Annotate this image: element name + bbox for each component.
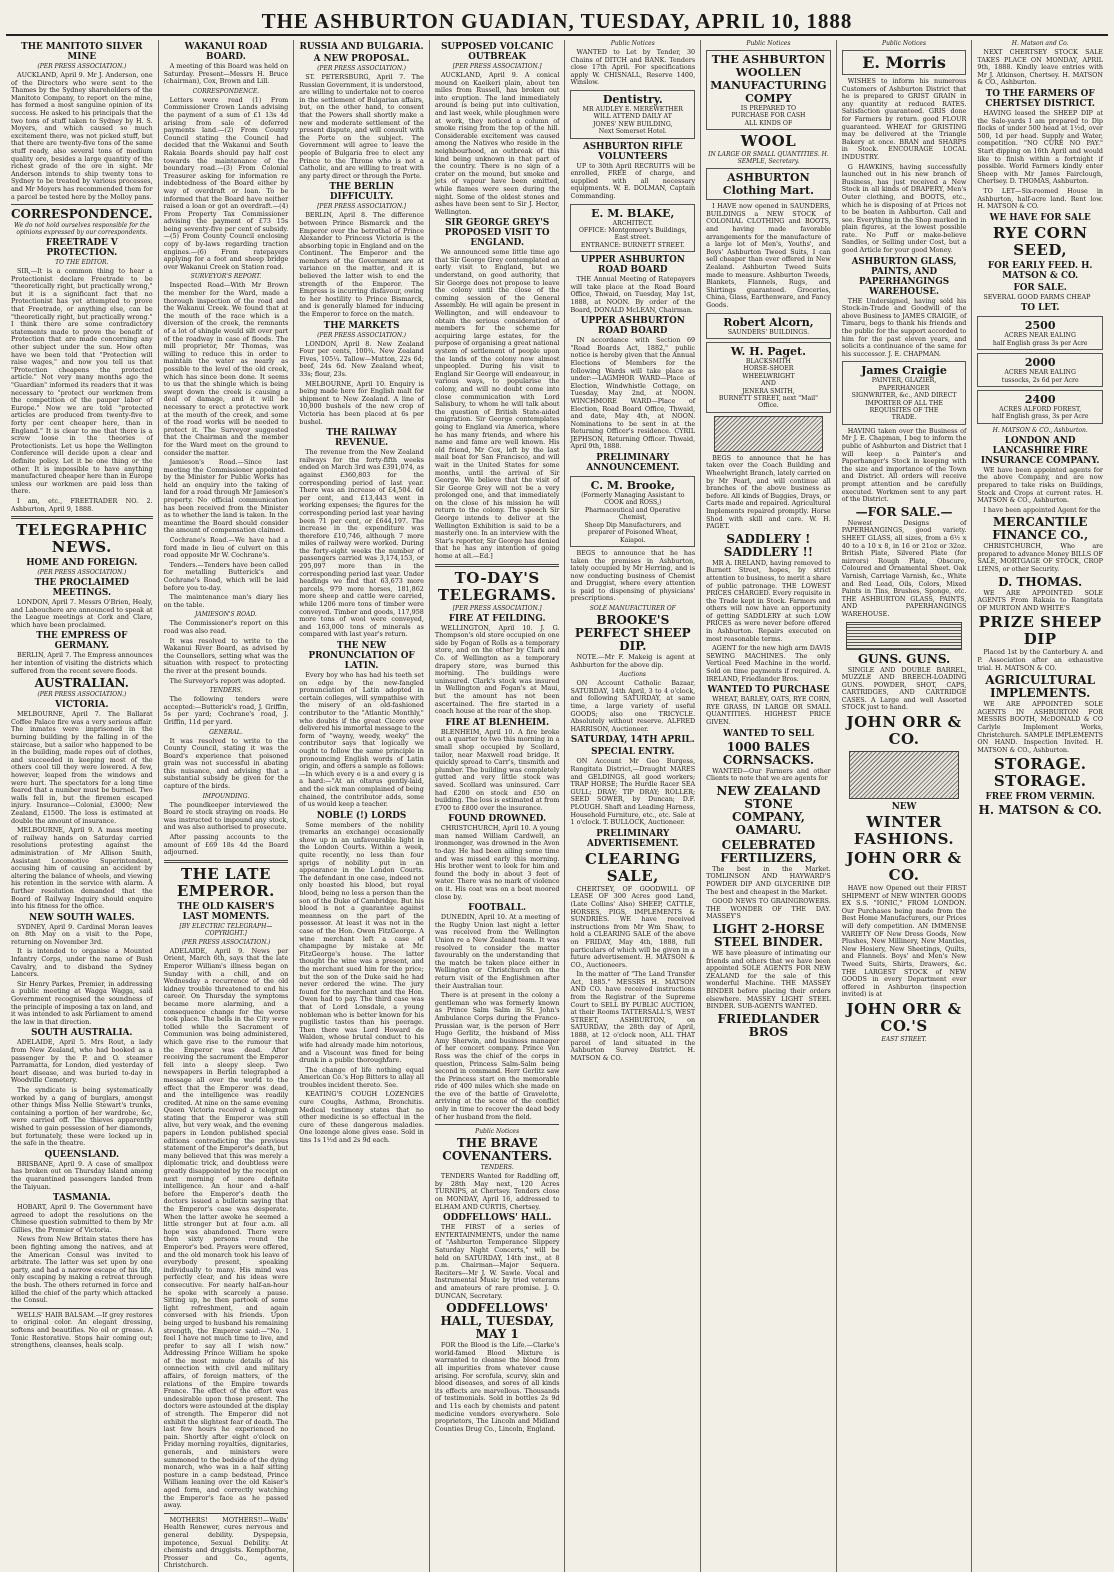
advertiser-name: THE ASHBURTON WOOLLEN MANUFACTURING COMPY <box>710 53 827 105</box>
section-heading: THE PROCLAIMED MEETINGS. <box>34 578 130 599</box>
section-heading: TASMANIA. <box>52 1193 111 1204</box>
subheading: SOLE MANUFACTURER OF <box>589 605 676 613</box>
article-paragraph: We announced some little time ago that Sir George Grey contemplated an early visit to England, but we understand, on good authority, that Sir George does not propose to leave the colony until the close of the coming session of the General Assembly. He will again be present in Wellington, and will endeavour to obtain the serious consideration of members for the scheme for acquiring large estates, for the purpose of organising a great national system of settlement of people upon the lands of the colony now almost unpeopled. During his visit to England Sir George will endeavour, in various ways, to popularise the colony, and will no doubt come into close communication with Lord Salisbury, to whom he will talk about the question of British State-aided emigration. Sir George contemplates going to England via America, where he has many friends, and where his name and fame are well known. His old friend, Mr Cox, left by the last mail boat for San Francisco, and will wait in the United States for some months, until the arrival of Sir George. We believe that the visit of Sir George Grey will not be a very prolonged one, and that immediately on the close of his mission he will return to the colony. The speech Sir George intends to deliver at the Wellington Exhibition is said to be a masterly one. In an interview with the Star's reporter, Sir George has denied that he has any intention of going home at all.—Ed.] <box>434 248 560 561</box>
advertisement-line: PAINTER, GLAZIER, PAPERHANGER <box>871 377 937 392</box>
advertisement-line: ACRES ALFORD FOREST, <box>999 405 1082 413</box>
subheading: JAMIESON'S ROAD. <box>194 611 257 619</box>
section-heading: H. MATSON & CO. <box>978 803 1102 818</box>
advertiser-name: E. M. BLAKE, <box>591 206 675 220</box>
article-paragraph: NOTE.—Mr F. Makeig is agent at Ashburton for the above dip. <box>570 653 696 669</box>
section-heading: FREE FROM VERMIN. <box>985 792 1095 803</box>
advertisement-line: half English grass 3s per Acre <box>992 339 1088 347</box>
column-rule <box>164 1513 289 1514</box>
section-heading: CLEARING SALE, <box>585 849 681 885</box>
subheading: Auctions <box>619 671 647 679</box>
advertisement-box <box>977 390 1103 424</box>
subheading: TENDERS. <box>480 1164 514 1172</box>
section-heading: WE HAVE FOR SALE <box>989 212 1091 223</box>
article-paragraph: AUCKLAND, April 9. A conical mound on Kaeikeri plain, about ten miles from Russell, has broken out into eruption. The land immediately around is being put into cultivation, and last week, while ploughmen were at work, they noticed a column of smoke rising from the top of the hill. Considerable excitement was caused among the Natives who reside in the neighbourhood, an outbreak of this kind being unknown in that part of the country. There is no sign of a crater on the mound, but smoke and jets of vapour have been emitted, while flames were seen during the night. Some of the oldest stones and ashes have been sent to Sir J. Hector, Wellington. <box>434 71 560 216</box>
advertisement-line: MR AUDLEY E. MEREWETHER <box>582 105 683 113</box>
section-heading: RYE CORN SEED, <box>992 223 1088 259</box>
subheading: Public Notices <box>746 40 791 47</box>
subheading: (PER PRESS ASSOCIATION.) <box>317 65 406 72</box>
article-paragraph: WELLS' HAIR BALSAM.—If grey restores to original color. An elegant dressing, softens and beautifies. No oil or grease. A Tonic Restorative. Stops hair coming out; strengthens, cleanses, heals scalp. <box>11 1310 153 1350</box>
section-heading: VICTORIA. <box>55 700 109 711</box>
article-paragraph: The following tenders were accepted:—Butterick's road, J. Griffin, 5s per yard; Cochrane's road, J. Griffin, 11d per yard. <box>163 695 289 726</box>
advertiser-name: 2000 <box>1024 356 1056 370</box>
subheading: TO THE EDITOR. <box>55 259 109 267</box>
article-paragraph: THE Annual Meeting of Ratepayers will take place at the Road Board Office, Thwaid, on Tuesday, May 1st, 1888, at NOON. By order of the Board, DONALD McLEAN, Chairman. <box>570 275 696 314</box>
article-paragraph: WE ARE APPOINTED SOLE AGENTS From Rakaia to Rangitata OF MURTON AND WHITE'S <box>977 588 1103 612</box>
column-grid <box>6 40 1108 1570</box>
column-2 <box>159 40 295 1572</box>
section-heading: THE BRAVE COVENANTERS. <box>442 1136 553 1164</box>
article-paragraph: I HAVE now opened in SAUNDERS, BUILDINGS a NEW STOCK of COLONIAL CLOTHING and BOOTS, and having made favorable arrangements for the manufacture of a large lot of Men's, Youths', and Boys' Ashburton Tweed Suits, I can sell cheaper than ever offered in New Zealand. Ashburton Tweed Suits made to measure. Ashburton Tweeds, Blankets, Flannels, Rugs, and Shirtings guaranteed. Groceries, China, Glass, Earthenware, and Fancy Goods. <box>706 202 831 309</box>
advertiser-name: 2500 <box>1024 319 1056 333</box>
subheading: Public Notices <box>475 1128 520 1136</box>
article-paragraph: Inspected Road—With Mr Brown the member for the Ward, made a thorough inspection of the road and the Wakanui Creek. We found that at the mouth of the race which is a diversion of the creek, the remnants of a lot of shingle would silt over part of the roadway in case of floods. The mill proprietor, Mr Thomas, was willing to reduce this in order to maintain the water as nearly as possible to the level of the old creek, which has since been done. It seems to us that the shingle which is being swept down the creek is causing a deal of damage, and it will be necessary to erect a protective work at the mouth of the creek, and some of the road works will be needed to protect it. The Surveyor suggested that the Chairman and the member for the Ward meet on the ground to consider the matter. <box>163 281 289 457</box>
section-heading: RUSSIA AND BULGARIA. <box>299 42 424 52</box>
section-heading: NOBLE (!) LORDS <box>316 810 407 821</box>
article-paragraph: Letters were read (1) From Commissioner Crown Lands advising the payment of a sum of £1 13s 4d arising from sale of deferred payments land.—(2) From County Council stating the Council had decided that the Wakanui and South Rakaia Boards should pay half cost towards the maintenance of the boundary road.—(3) From Colonial Treasurer asking for information re indebtedness of the Board either by way of overdraft or loan. To be informed that the Board have neither raised a loan or got an overdraft.—(4) From Property Tax Commissioner advising the payment of £73 15s being seventy-five per cent of subsidy.—(5) From County Council enclosing copy of by-laws regarding traction engines.—(6) From ratepayers applying for a foot and sheep bridge over Wakanui Creek on Station road. <box>163 95 289 271</box>
column-rule <box>11 1308 153 1309</box>
section-heading: TELEGRAPHIC NEWS. <box>16 521 148 557</box>
section-heading: LONDON AND LANCASHIRE FIRE INSURANCE COMPANY. <box>980 435 1100 466</box>
section-heading: THE MARKETS <box>323 320 400 331</box>
advertisement-line: ARCHITECT. <box>612 219 653 227</box>
article-paragraph: WISHES to inform his numerous Customers of Ashburton District that he is prepared to GRIST GRAIN in any quantity at reduced RATES. Satisfaction guaranteed. GRIS done for Farmers by return. good FLOUR guaranteed. WHEAT for GRISTING may be delivered at the Triangle Bakery at once. BRAN and SHARPS in Stock. ENCOURAGE LOCAL INDUSTRY. <box>841 77 967 161</box>
section-heading: THE NEW PRONUNCIATION OF LATIN. <box>308 641 415 671</box>
advertisement-line: WHEELWRIGHT <box>742 372 795 380</box>
article-paragraph: SINGLE AND DOUBLE BARREL, MUZZLE AND BREECH-LOADING GUNS. POWDER, SHOT, CAPS, CARTRIDGES, AND CARTRIDGE CASES. A Large and well Assorted STOCK just to hand. <box>841 665 967 712</box>
article-paragraph: FOR the Blood is the Life.—Clarke's world-famed Blood Mixture is warranted to cleanse the blood from all impurities from whatever cause arising. For scrofula, scurvy, skin and blood diseases, and sores of all kinds its effects are marvellous. Thousands of testimonials. Sold in bottles 2s 9d and 11s each by chemists and patent medicine vendors everywhere. Sole proprietors, The Lincoln and Midland Counties Drug Co., Lincoln, England. <box>434 1341 560 1433</box>
section-heading: WANTED TO PURCHASE <box>707 685 830 696</box>
subheading: GENERAL. <box>209 728 243 736</box>
article-paragraph: HAVING leased the SHEEP DIP at the Sale-yards I am prepared to Dip flocks of under 500 head at 1½d, over 500, 1d per head. Supply and Water, competition. "NO CURE NO PAY." Start dipping on 16th April and would like to finish within a fortnight if possible. World Farmers kindly enter Sheep with Mr James Fairclough, Chertsey. D. THOMAS, Ashburton. <box>977 108 1103 186</box>
section-heading: AGRICULTURAL IMPLEMENTS. <box>985 673 1096 701</box>
section-heading: SPECIAL ENTRY. <box>591 747 675 758</box>
article-paragraph: I have been appointed Agent for the <box>983 505 1101 514</box>
advertisement-line: Pharmaceutical and Operative Chemist, <box>584 506 681 522</box>
subheading: H. Matson and Co. <box>1011 40 1069 47</box>
column-7 <box>837 40 973 1572</box>
section-heading: ASHBURTON GLASS, PAINTS, AND PAPERHANGINGS WAREHOUSE. <box>851 256 957 297</box>
section-heading: TO THE FARMERS OF CHERTSEY DISTRICT. <box>985 88 1095 109</box>
advertisement-line: SIGNWRITER, &c., AND DIRECT <box>851 392 957 400</box>
article-paragraph: IN accordance with Section 69 "Road Boards Act, 1882," public notice is hereby given that the Annual Elections of Members for the following Wards will take place as under:—LAGMHOR WARD—Place of Election, Windwhistle Cottage, on Tuesday, May 2nd, at NOON. WINCHMORE WARD—Place of Election, Road Board Office, Thwaid, and date, May 4th, at NOON. Nominations to be sent in at the Returning Officer's residence. CYRIL JEPHSON, Returning Officer. Thwaid, April 9th, 1888. <box>570 336 696 451</box>
subheading: We do not hold ourselves responsible for the opinions expressed by our correspondents. <box>13 222 150 237</box>
section-heading: THE LATE EMPEROR. <box>176 864 275 900</box>
section-heading: FIRE AT BLENHEIM. <box>445 717 550 728</box>
advertisement-box <box>977 316 1103 350</box>
section-heading: TO-DAY'S TELEGRAMS. <box>437 568 557 604</box>
section-heading: JOHN ORR & CO. <box>846 849 962 885</box>
section-heading: CELEBRATED FERTILIZERS, <box>720 837 817 865</box>
subheading: (PER PRESS ASSOCIATION.) <box>37 63 127 70</box>
article-paragraph: It was resolved to write to the County Council, stating it was the Board's experience that poisoned grain was not successful in abating this nuisance, and advising that a substantial subsidy be given for the capture of the birds. <box>163 736 289 791</box>
advertisement-box <box>977 353 1103 387</box>
advertisement-line: IMPORTER OF ALL THE <box>865 399 943 407</box>
advertisement-line: SAUNDERS' BUILDINGS. <box>727 328 810 336</box>
article-paragraph: G HAWKINS, having successfully launched out in his new branch of Business, has just received a New Stock in all kinds of DRAPERY, Men's Outer clothing, and BOOTS, etc., which he is disposing of at Prices not to be beaten in Ashburton. Call and see. Everything in the Shop marked in plain figures, at the lowest possible rate. No Puff or make-believe Sandles, or Selling under Cost, but a good Article for your good Money. <box>841 162 967 255</box>
advertisement-line: ACRES NEAR EALING <box>1004 369 1076 377</box>
advertisement-line: HORSE-SHOER <box>743 365 794 373</box>
section-heading: A NEW PROPOSAL. <box>313 54 410 64</box>
advertisement-line: Sheep Dip Manufacturers, and preparer of Poisoned Wheat, Kaiapoi. <box>584 521 682 544</box>
advertisement-box <box>570 476 695 547</box>
section-heading: ASHBURTON RIFLE VOLUNTEERS <box>582 141 683 162</box>
advertisement-line: WILL ATTEND DAILY AT <box>593 113 672 121</box>
section-heading: WANTED TO SELL <box>723 728 814 739</box>
article-paragraph: MELBOURNE, April 9. A mass meeting of railway hands on Saturday carried resolutions protesting against the administration of Mr Allison Smith, Assistant Locomotive Superintendent, accusing him of causing an accident by altering the balance of wheels, and viewing his retention in the service with alarm. A further resolution demanded that the Board of Railway Inquiry should enquire into his fitness for the office. <box>11 826 153 911</box>
section-heading: MERCANTILE FINANCE CO., <box>992 515 1089 543</box>
article-paragraph: BERLIN, April 8. The difference between Prince Bismarck and the Emperor over the betrothal of Prince Alexander to Princess Victoria is the absorbing topic in England and on the Continent. The Emperor and the members of the Government are at variance on the matter, and it is believed the latter wish to end the strength of the Emperor. The Empress is incurring disfavour, owing to her hostility to Prince Bismarck, and is generally blamed for inducing the Emperor to force on the match. <box>299 211 424 319</box>
section-heading: THE OLD KAISER'S LAST MOMENTS. <box>177 901 275 922</box>
article-paragraph: The poundkeeper interviewed the Board re stock straying on roads. He was instructed to impound any stock, and was also authorised to prosecute. <box>163 800 289 832</box>
advertisement-line: BLACKSMITH <box>745 357 791 365</box>
section-heading: STORAGE. STORAGE. <box>993 755 1087 791</box>
advertisement-line: PURCHASE FOR CASH <box>731 112 806 120</box>
article-paragraph: Jamieson's Road.—Since last meeting the Commissioner appointed by the Minister for Public Works has held an enquiry into the taking of land for a road through Mr Jamieson's property. No official communication has been received from the Minister as to whether the land is taken. In the meantime the Board should consider the amount of compensation claimed. <box>163 458 289 535</box>
section-heading: PRIZE SHEEP DIP <box>978 613 1102 649</box>
section-heading: NEW <box>891 802 917 813</box>
column-6 <box>701 40 837 1572</box>
section-heading: WAKANUI ROAD BOARD. <box>184 42 268 62</box>
advertiser-name: Dentistry. <box>602 92 663 106</box>
section-heading: UPPER ASHBURTON ROAD BOARD <box>580 316 685 337</box>
advertisement-line: TRADE. <box>891 414 917 422</box>
article-paragraph: LONDON, April 8. New Zealand Four per cents, 100¾. New Zealand Fives, 105¼. Tallow—Mutton, 22s 6d; beef, 24s 6d. New Zealand wheat, 33s; flour, 23s. <box>299 339 424 378</box>
section-heading: THE RAILWAY REVENUE. <box>326 428 397 449</box>
section-heading: PRELIMINARY ADVERTISEMENT. <box>586 828 679 849</box>
section-heading: LIGHT 2-HORSE STEEL BINDER. <box>712 921 825 949</box>
article-paragraph: CHRISTCHURCH, Who are prepared to advance Money BILLS OF SALE, MORTGAGE OF STOCK, CROP LIENS, or other Security. <box>977 542 1103 574</box>
article-paragraph: CHERTSEY, OF GOODWILL OF LEASE OF 300 Acres good Land, (Late Collins' Also) SHEEP, CATTLE, HORSES, PIGS, IMPLEMENTS & SUNDRIES. WE have received instructions from Mr Wm Shaw, to hold a CLEARING SALE of the above on FRIDAY, May 4th, 1888, full particulars of which will be given in a future advertisement. H. MATSON & CO., Auctioneers. <box>570 884 696 969</box>
double-rule <box>11 516 153 519</box>
subheading: [PER PRESS ASSOCIATION.] <box>452 63 542 70</box>
article-paragraph: BEGS to announce that he has taken over the Coach Building and Wheelwright Branch, lately carried on by Mr Pearl, and will continue all branches of the above business as before. All kinds of Buggies, Drays, or Carts made and repaired. Agricultural Implements repaired promptly. Horse Shod with skill and care. W. H. PAGET. <box>706 453 831 531</box>
section-heading: FREETRADE V PROTECTION. <box>45 238 118 259</box>
article-paragraph: TO LET—Six-roomed House in Ashburton, half-acre land. Rent low. H. MATSON & CO. <box>977 186 1103 211</box>
article-paragraph: TENDERS Wanted for Raddling off, by 28th May next, 120 Acres TURNIPS, at Chertsey. Tenders close on MONDAY, April 16, addressed to ELHAM AND CURTIS, Chertsey. <box>434 1172 560 1211</box>
engraving-illustration <box>714 416 823 452</box>
advertiser-name: C. M. Brooke, <box>590 479 675 493</box>
article-paragraph: A meeting of this Board was held on Saturday. Present—Messrs H. Bruce (chairman), Cox, Brown and Lill. <box>163 62 289 86</box>
article-paragraph: BRISBANE, April 9. A case of smallpox has broken out on Thursday Island among the quarantined passengers landed from the Taiyuan. <box>11 1159 153 1191</box>
article-paragraph: DUNEDIN, April 10. At a meeting of the Rugby Union last night a letter was received from the Wellington Union re a New Zealand team. It was resolved to consider the matter favourably on the understanding that the match be taken place either in Wellington or Christchurch on the return visit of the Englishmen after their Australian tour. <box>434 913 560 990</box>
article-paragraph: It was resolved to write to the Wakanui River Board, as advised by the Counsellors, setting what was the situation with respect to protecting the river at the present bounds. <box>163 636 289 675</box>
section-heading: GUNS. GUNS. <box>857 651 951 666</box>
article-paragraph: The Surveyor's report was adopted. <box>169 676 286 685</box>
article-paragraph: Sir Henry Parkes, Premier, in addressing a public meeting at Wagga Wagga, said Government recognised the soundness of the principle of imposing a tax on land, and it was intended to ask Parliament to amend the law in that direction. <box>11 979 153 1026</box>
article-paragraph: LONDON, April 7. Messrs O'Brien, Healy, and Labouchere are announced to speak at the League meetings at Cork and Clare, which have been proclaimed. <box>11 598 153 629</box>
advertiser-name: James Craigie <box>861 364 947 378</box>
article-paragraph: WELLINGTON, April 10. J. G. Thompson's old store occupied on one side by Fogan of Rolls as a temporary store, and on the other by Clark and Co. of Wellington as a temporary drapery store, was burned this morning. The buildings were uninsured. Clark's stock was insured in Wellington and Fogan's at Maui, but the amount has not been ascertained. The fire started in a coach house at the rear of the shop. <box>434 623 560 716</box>
column-4 <box>430 40 566 1572</box>
advertisement-line: OFFICE: Montgomery's Buildings, <box>578 226 687 234</box>
article-paragraph: In the matter of "The Land Transfer Act, 1885." MESSRS H. MATSON AND CO. have received instructions from the Registrar of the Supreme Court to SELL BY PUBLIC AUCTION, at their Rooms TATTERSALL'S, WEST STREET, ASHBURTON, on SATURDAY, the 28th day of April, 1888, at 12 o'clock noon, ALL THAT parcel of land situated in the Ashburton Survey District. H. MATSON & CO. <box>570 970 696 1062</box>
advertiser-name: 2400 <box>1024 392 1056 406</box>
article-paragraph: MELBOURNE, April 10. Enquiry is being made here for English malt for shipment to New Zealand. A line of 10,000 bushels of the new crop of Victoria has been placed at 6s per bushel. <box>299 379 424 426</box>
article-paragraph: UP to 30th April RECRUITS will be enrolled, FREE of charge, and supplied with all necessary equipments. W. E. DOLMAN, Captain Commanding. <box>570 161 696 200</box>
column-rule <box>435 1124 560 1125</box>
engraving-illustration <box>846 622 963 650</box>
advertisement-line: East street. <box>614 234 651 242</box>
article-paragraph: THE FIRST of a series of ENTERTAINMENTS, under the name of "Ashburton Temperance Slippery Saturday Night Concerts," will be held on SATURDAY, 14th inst., at 8 p.m. Chairman—Major Sequera. Reciters—Mr J. W. Sawle. Vocal and Instrumental Music by tried veterans and amateurs of rare promise. J. O. DUNCAN, Secretary. <box>434 1223 560 1300</box>
subheading: SURVEYOR'S REPORT. <box>190 273 262 281</box>
article-paragraph: The Commissioner's report on this road was also read. <box>163 619 289 635</box>
article-paragraph: MELBOURNE, April 7. The Ballarat Coffee Palace fire was a very serious affair. The inmates were imprisoned in the burning building by the falling in of the staircase, but a sailor who happened to be in the building, made ropes out of clothes, and succeeded in keeping most of the others cool till they were lowered. A few, however, leaped from the windows and were hurt. The spectators for a long time feared that a number must be burned. Two walls fell in, but the firemen escaped injury. Insurance—Colonial, £3000; New Zealand, £1500. The loss is estimated at double the amount of insurance. <box>11 710 153 825</box>
article-paragraph: HOBART, April 9. The Government have agreed to adopt the resolutions on the Chinese question submitted to them by Mr Gillies, the Premier of Victoria. <box>11 1203 153 1234</box>
article-paragraph: ADELAIDE, April 9. News per Orient, March 6th, says that the late Emperor William's illness began on Sunday with a chill, and on Wednesday a recurrence of the old kidney trouble threatened to end his career. On Thursday the symptoms became more alarming, and a consequence change for the worse took place. The bells in the City were tolled while the Sacrament of Communion was being administered, which gave rise to the rumour that the Emperor was dead. After receiving the sacrament the Emperor fell into a sleepy sleep. Two newspapers in Berlin telegraphed a message all over the world to the effect that the Emperor was dead, and the intelligence was readily credited. At nine on the same evening Queen Victoria received a telegram stating that the Emperor was still alive, but very weak, and the evening papers in London published special editions contradicting the previous statement of the Emperor's death, but many believed that this was merely a diplomatic trick, and doubtless were greatly disappointed by the receipt on next morning of more definite intelligence. An hour and a-half before the Emperor's death the doctors issued a bulletin saying that the Emperor's case was desperate. When the latter awoke he seemed a little stronger but at four a.m. all hope was abandoned. There were then sixty persons round the Emperor's bed. Prayers were offered, and the old monarch took his leave of everybody present, speaking individually to many. His mind was perfectly clear, and his ideas were consecutive. For nearly half-an-hour he spoke with scarcely a pause. Sitting up, he then partook of some light refreshment, and again conversed with his friends. Upon being urged to husband his remaining strength, the Emperor said:—"No. I feel I have not much time to live, and prefer to say all I wish now." Addressing Prince William he spoke of the most minute details of his connection with civil and military affairs, of foreign matters, of the relations of the Empire towards France. The effect of the effort was undesirable upon those present. The doctors were astounded at the display of strength. The Emperor did not exhibit the slightest fear of death. The last few hours he experienced no pain. Shortly after eight o'clock on Friday morning royalties, dignitaries, generals, and ministers were summoned to the bedside of the dying monarch, who was in a half sitting posture in a camp bedstead, Prince William leaning over the old Kaiser's aged form, and correctly watching the Emperor's face as he passed away. <box>163 946 289 1510</box>
section-heading: SOUTH AUSTRALIA. <box>31 1028 133 1039</box>
section-heading: NEW ZEALAND STONE COMPANY, OAMARU. <box>716 783 821 837</box>
section-heading: QUEENSLAND. <box>44 1149 120 1160</box>
advertisement-box <box>842 50 967 75</box>
article-paragraph: SEVERAL GOOD FARMS CHEAP <box>983 292 1091 301</box>
section-heading: THE EMPRESS OF GERMANY. <box>36 631 128 652</box>
article-paragraph: ADELAIDE, April 5. Mrs Rout, a lady from New Zealand, who had booked as a passenger by the P. and O. steamer Parramatta, for London, died yesterday of heart disease, and was buried to-day in Woodville Cemetery. <box>11 1038 153 1085</box>
article-paragraph: Every boy who has had his teeth set on edge by the new-fangled pronunciation of Latin adopted in certain colleges, will sympathise with the misery of an old-fashioned contributor to the "Atlantic Monthly," who doubts if the great Cicero ever delivered his immortal message to the form of "wayny, weedy, weeky" the contributor says that logically we ought to follow the same principle in pronouncing English words of Latin origin, and offers a sample as follows:—In which every e is a and every g is a hard:—"At an oltarus gently-laid, and the sick man complained of being chained, the contributor adds, some of us would keep a teacher. <box>299 671 424 809</box>
advertiser-name: E. Morris <box>862 53 946 72</box>
advertisement-line: (Formerly Managing Assistant to COOK and ROSS,) <box>581 492 685 507</box>
article-paragraph: Tenders.—Tenders have been called for metalling Butterick's and Cochrane's Road, which will be laid before you to-day. <box>163 560 289 592</box>
subheading: IN LARGE OR SMALL QUANTITIES. H. SEMPLE, Secretary. <box>708 151 829 166</box>
advertisement-line: BURNETT STREET, next "Mail" Office. <box>718 394 818 410</box>
subheading: CORRESPONDENCE. <box>192 87 260 95</box>
section-heading: JOHN ORR & CO.'S <box>846 999 962 1035</box>
article-paragraph: WHEAT, BARLEY, OATS, RYE CORN, RYE GRASS, IN LARGE OR SMALL QUANTITIES. HIGHEST PRICE GIVEN. <box>706 695 831 726</box>
section-heading: BROOKE'S PERFECT SHEEP DIP. <box>574 613 691 654</box>
section-heading: FOUND DROWNED. <box>448 814 547 825</box>
subheading: (PER PRESS ASSOCIATION.) <box>181 938 271 946</box>
subheading: (PER PRESS ASSOCIATION.) <box>317 331 406 339</box>
section-heading: SATURDAY, 14TH APRIL. <box>570 735 695 746</box>
section-heading: WINTER FASHIONS. <box>853 813 955 849</box>
article-paragraph: The maintenance man's diary lies on the table. <box>163 593 289 609</box>
advertiser-name: Robert Alcorn, <box>723 315 814 329</box>
article-paragraph: WANTED to Let by Tender, 30 Chains of DITCH and BANK. Tenders close 17th April. For specifications apply W. CHISNALL, Reserve 1400, Winslow. <box>570 48 696 87</box>
section-heading: ODDFELLOWS' HALL, TUESDAY, MAY 1 <box>440 1301 554 1342</box>
advertisement-line: JENERA SMITH, <box>742 387 795 395</box>
subheading: [PER PRESS ASSOCIATION.] <box>317 203 406 211</box>
section-heading: SUPPOSED VOLCANIC OUTBREAK <box>441 42 554 62</box>
article-paragraph: BLENHEIM, April 10. A fire broke out a quarter to two this morning in a small shop occupied by Scollard, tailor, near Maxwell road bridge. It quickly spread to Carr's, tinsmith and plumber. The building was completely gutted and very little stock was saved. Scollard was uninsured. Carr had £200 on stock and £50 on building. The loss is estimated at from £700 to £800 over the insurance. <box>434 727 560 812</box>
article-paragraph: Placed 1st by the Canterbury A. and P. Association after an exhaustive trial. H. MATSON & CO. <box>977 648 1103 672</box>
advertisement-line: tussocks, 2s 6d per Acre <box>1001 376 1079 384</box>
article-paragraph: SYDNEY, April 9. Cardinal Moran leaves on 8th May on a visit to the Pope, returning on November 3rd. <box>11 922 153 946</box>
article-paragraph: HAVING taken over the Business of Mr J. E. Chapman, I beg to inform the public of Ashburton and District that I will keep a Painter's and Paperhanger's Stock in keeping with the size and importance of the Town and District. All orders will receive prompt attention and be carefully executed. Workmen sent to any part of the District. <box>841 426 967 504</box>
section-heading: FOR SALE. <box>1013 282 1067 293</box>
advertisement-box <box>706 168 831 200</box>
article-paragraph: CHRISTCHURCH, April 10. A young man named William Cardwell, an ironmonger, was drowned in the Avon to-day. He had been ailing some time and was missed early this morning. His brother went to look for him and found the body in about 3 feet of water. There was no mark of violence on it. His coat was on a boat moored close by. <box>434 824 560 901</box>
column-1 <box>6 40 159 1572</box>
section-heading: FOR EARLY FEED. H. MATSON & CO. <box>987 260 1093 281</box>
article-paragraph: The revenue from the New Zealand railways for the forty-fifth weeks ended on March 3rd was £391,074, as against £360,803 for the corresponding period of last year. There was an increase of £4,504. 6d per cent, and £13,443 went in working expenses; the figures for the corresponding period last year having been 71 per cent, or £644,197. The increase in the expenditure was therefore £10,746, although 7 more miles of railway were worked. During the forty-eight weeks the number of passengers carried was 3,174,153, or 295,097 more than in the corresponding period last year. Under headings we find that 63,673 more parcels, 979 more horses, 181,862 more sheep and cattle were carried, while 1206 more tons of timber were conveyed. Timber and goods, 117,958 more tons of wool were conveyed, and 163,000 tons of minerals as compared with last year's return. <box>299 448 424 639</box>
section-heading: FRIEDLANDER BROS <box>717 1011 820 1039</box>
subheading: Public Notices <box>882 40 927 47</box>
section-heading: —FOR SALE.— <box>855 504 953 519</box>
advertisement-line: REQUISITES OF THE <box>869 407 939 415</box>
article-paragraph: I am, etc., FREETRADER NO. 2. Ashburton, April 9, 1888. <box>11 496 153 513</box>
column-5 <box>565 40 701 1572</box>
section-heading: TO LET. <box>1020 303 1060 314</box>
subheading: EAST STREET. <box>881 1035 927 1043</box>
article-paragraph: ON Account Mr Geo Burgess, Rangitata District,—Draught MARES and GELDINGS, all good workers; TRAP HORSE; The Hurdle Racer SEA GULL; DRAY; TIP DRAY; ROLLER; SEED SOWER, by Duncan; D.F. PLOUGH. Shaft and Leading Harness, Household Furniture, etc., etc. Sale at 1 o'clock. T. BULLOCK, Auctioneer. <box>570 757 696 827</box>
article-paragraph: There is at present in the colony a gentleman who was formerly known as Prince Salm Salm in St. John's Ambulance Corps during the Franco-Prussian war, is the person of Herr Hugo Gerlitz, the husband of Miss Amy Sherwin, and business manager of her concert company. Prince Von Ross was the chief of the corps in question, Princess Salm-Salm being second in command. Herr Gerlitz saw the Princess start on the memorable ride of 400 miles which she made on the eve of the battle of Gravelotte, arriving at the scene of the conflict only in time to recover the dead body of her husband from the field. <box>434 991 560 1121</box>
article-paragraph: GOOD NEWS TO GRAINGROWERS. THE WONDER OF THE DAY. MASSEY'S <box>706 897 831 921</box>
subheading: Public Notices <box>610 40 655 47</box>
article-paragraph: WE have been appointed agents for the above Company, and are now prepared to take risks on Buildings, Stock and Crops at current rates. H. MATSON & CO., Ashburton. <box>977 465 1103 505</box>
article-paragraph: WE have pleasure of intimating our friends and others that we have been appointed SOLE AGENTS FOR NEW ZEALAND for the sale of this wonderful Machine. THE MASSEY BINDER before placing their orders elsewhere. MASSEY LIGHT STEEL BINDER. SUB-AGENTS WANTED. <box>706 948 831 1011</box>
subheading: (PER PRESS ASSOCIATION.) <box>37 691 127 699</box>
advertisement-box <box>842 361 967 424</box>
advertisement-box <box>706 313 831 339</box>
subheading: TENDERS. <box>209 687 243 695</box>
subheading: H. MATSON & CO., Ashburton. <box>992 426 1088 434</box>
advertisement-line: ACRES NEAR EALING <box>1004 332 1076 340</box>
section-heading: FIRE AT FEILDING. <box>448 613 546 624</box>
article-paragraph: After passing accounts to the amount of £69 18s 4d the Board adjourned. <box>163 833 289 857</box>
section-heading: UPPER ASHBURTON ROAD BOARD <box>580 255 685 276</box>
article-paragraph: News from New Britain states there has been fighting among the natives, and at the American Consul was invited to arbitrate. The latter was set upon by one party, and had a narrow escape of his life, only escaping by making a retreat through the bush. The others returned in force and killed the chief of the party which attacked the Consul. <box>11 1235 153 1305</box>
article-paragraph: It is intended to organise a Mounted Infantry Corps, under the name of Bush Cavalry, and to disband the Sydney Lancers. <box>11 947 153 979</box>
article-paragraph: MOTHERS! MOTHERS!!—Wells' Health Renewer, cures nervous and general debility. Dyspepsia, impotence, Sexual Debility. At chemists and druggists. Kempthorne, Prosser and Co., agents, Christchurch. <box>163 1515 289 1570</box>
section-heading: JOHN ORR & CO. <box>846 713 962 749</box>
advertisement-line: ALL KINDS OF <box>744 119 793 127</box>
section-heading: PRELIMINARY ANNOUNCEMENT. <box>586 453 680 474</box>
article-paragraph: Some members of the nobility (remarks an exchange) occasionally show up in an unfavourable light in the London Courts. Within a week, quite recently, no less than four sprigs of nobility put in an appearance in the London Courts. The defendant in one case, indeed not only boasted his blood, but royal blood, being no less a person than the son of the Duke of Cambridge. But his blood is not a guarantee against meanness on the part of the possessor. At least it was not in the case of the Hon. Owen FitzGeorge. A wine merchant left a case of champagne by mistake at Mr. FitzGeorge's house. The latter thought the wine was a present, and the merchant sued him for the price; but the son of the Duke said he had never ordered the wine. The jury found for the merchant and the Hon. Owen had to pay. The third case was that of Lord Lonsdale, a young nobleman who is better known for his pugilistic tastes than his peerage. Then there was Lord Howard de Walden, whose brutal conduct to his wife had already made him notorious, and a Viscount was fined for being drunk in a public thoroughfare. <box>299 820 424 1065</box>
advertisement-box <box>706 342 831 413</box>
subheading: [BY ELECTRIC TELEGRAPH—COPYRIGHT.] <box>179 922 273 937</box>
section-heading: THE BERLIN DIFFICULTY. <box>329 182 394 203</box>
article-paragraph: MR A. IRELAND, having removed to Burnett Street, hopes, by strict attention to business, to merit a share of public patronage. THE LOWEST PRICES CHARGED. Every requisite in the Trade kept in Stock. Farmers and others will now have an opportunity of getting SADDLERY at such LOW PRICES as were never before offered in Ashburton. Repairs executed on most reasonable terms. <box>706 558 831 643</box>
advertisement-line: JONES' NEW BUILDING, <box>593 120 673 128</box>
double-rule <box>435 564 560 567</box>
advertisement-line: Next Somerset Hotel. <box>598 128 667 136</box>
double-rule <box>164 860 289 863</box>
article-paragraph: HAVE now Opened out their FIRST SHIPMENT of NEW WINTER GOODS EX S.S. "IONIC," FROM LONDON. Our Purchases being made from the Best Home Manufacturers, our Prices will defy competition. AN IMMENSE VARIETY OF New Dress Goods, New Plushes, New Millinery, New Mantles, New Hosiery, New Sheetings, Quilts, and Flannels. Boys' and Men's New Tweed Suits, Shirts, Drawers, &c. THE LARGEST STOCK of NEW GOODS in every Department ever offered in Ashburton (inspection invited) is at <box>841 884 967 999</box>
article-paragraph: The syndicate is being systematically worked by a gang of burglars, amongst other things Miss Nellie Stewart's trunks, containing a portion of her wardrobe, &c, were carried off. The thieves apparently wished to gain possession of her diamonds, but fortunately, these were locked up in the safe in the theatre. <box>11 1085 153 1148</box>
advertisement-box <box>570 204 695 253</box>
section-heading: SADDLERY ! SADDLERY !! <box>723 531 814 559</box>
subheading: (PER PRESS ASSOCIATION.) <box>37 569 127 577</box>
article-paragraph: BEGS to announce that he has taken the premises in Ashburton, lately occupied by Mr Herring, and is now conducting business of Chemist and Druggist, where every attention is paid to dispensing of physicians' prescriptions. <box>570 548 696 603</box>
article-paragraph: The change of life nothing equal American Co.'s Hop Bitters to allay all troubles incident thereto. See. <box>299 1065 424 1089</box>
section-heading: AUSTRALIAN. <box>34 676 129 691</box>
engraving-illustration <box>849 751 958 799</box>
article-paragraph: AUCKLAND, April 9. Mr J. Anderson, one of the Directors who were sent to the Thames by the Sydney shareholders of the Manitoto Company, to report on the mine, has formed a most sanguine opinion of its success. He asked to his principals that the two tons of stuff taken to Sydney by H. S. Moyers, and which caused so much excitement there, was not picked stuff, but that there are twenty-five tons of the same stuff ready, also several tons of medium quality ore, besides a large quantity of the richest grade of the ore in sight. Mr Anderson intends to ship twenty tons to Sydney to be treated by various processes, and Mr Moyers has recommended them for a parcel be tested here by the Molloy pans. <box>11 71 153 201</box>
advertisement-line: ENTRANCE: BURNETT STREET. <box>580 241 685 249</box>
column-8 <box>972 40 1108 1572</box>
column-3 <box>294 40 430 1572</box>
article-paragraph: SIR,—It is a common thing to hear a Protectionist declare Freetrade to be "theoretically right, but practically wrong," but it is a significant fact that no Protectionist has yet attempted to prove that Freetrade, or anything else, can be "theoretically right, but practically wrong." I think there are some contradictory statements made to prove the benefit of Protection that are made concerning any other subject under the sun. How often have we been told that "Protection will raise wages," and now you tell us that "Protection cheapens the protected article." Not very many months ago the "Guardian" informed its readers that it was necessary to "protect our workmen from the competition of the pauper labor of Europe." Now we are told "protected articles are produced from twenty-five to forty per cent cheaper here, than in England." It is clear to me that there is a screw loose in the theories of Protectionists. Let us hope the Wellington Conference will decide upon a clear and definite policy. Let it be one thing or the other. It is impossible to have anything manufactured cheaper here than in Europe unless our workmen are paid less than there. <box>11 267 153 496</box>
subheading: [PER PRESS ASSOCIATION.] <box>452 604 542 612</box>
article-paragraph: THE Undersigned, having sold his Stock-in-Trade and Goodwill of the above Business to JAMES CRAIGIE, of Timaru, begs to thank his friends and the public for the support accorded to him for the past eleven years, and solicits a continuance of the same for his successor. J. E. CHAPMAN. <box>841 296 967 358</box>
masthead: THE ASHBURTON GUADIAN, TUESDAY, APRIL 10, 1888 <box>6 6 1108 36</box>
advertisement-box <box>570 90 695 139</box>
advertiser-name: ASHBURTON Clothing Mart. <box>722 171 814 198</box>
subheading: IMPOUNDING. <box>202 792 250 800</box>
column-rule <box>11 204 153 205</box>
advertisement-line: half English grass, 3s per Acre <box>991 413 1089 421</box>
article-paragraph: Cochrane's Road.—We have had a ford made in lieu of culvert on this road opposite Mr W. Cochrane's. <box>163 536 289 560</box>
article-paragraph: WANTED—Our Farmers and other Clients to note that we are agents for <box>706 766 831 783</box>
advertisement-line: AND <box>761 380 776 388</box>
article-paragraph: AGENT for the new high arm DAVIS SEWING MACHINES. The only Vertical Feed Machine in the world. Sold on time payments if required. A. IRELAND, Friedlander Bros. <box>706 644 831 683</box>
article-paragraph: The best in the Market. TOMLINSON AND HAYWARD'S POWDER DIP AND GLYCERINE DIP. The best and cheapest in the Market. <box>706 864 831 896</box>
article-paragraph: Newest Designs of PAPERHANGINGS, good variety. SHEET GLASS, all sizes, from a 6½ x 40 to a 10 x 8, in 16 or 21oz or 32oz. British Plate, Silvered Plate (for mirrors) Rough Plate, Obscure, Coloured and Ornamental Sheet. Oak Varnish, Carriage Varnish, &c., White and Red Lead, Oils, Colors, Mixed Paints in Tins, Brushes, Sponge, etc. THE ASHBURTON GLASS, PAINTS, AND PAPERHANGINGS WAREHOUSE. <box>841 518 967 618</box>
section-heading: THE MANITOTO SILVER MINE <box>21 42 143 62</box>
article-paragraph: NEXT CHERTSEY STOCK SALE TAKES PLACE ON MONDAY, APRIL 9th, 1888. Kindly leave entries with Mr J. Atkinson, Chertsey. H. MATSON & CO., Ashburton. <box>977 48 1103 87</box>
section-heading: FOOTBALL. <box>468 903 527 914</box>
section-heading: WOOL <box>740 132 797 151</box>
article-paragraph: WE ARE APPOINTED SOLE AGENTS IN ASHBURTON FOR MESSRS BOOTH, McDONALD & CO Carlyle Implement Works, Christchurch. SAMPLE IMPLEMENTS ON HAND. Inspection Invited. H. MATSON & CO., Ashburton. <box>977 700 1103 754</box>
advertisement-line: IS PREPARED TO <box>740 105 797 112</box>
article-paragraph: BERLIN, April 7. The Empress announces her intention of visiting the districts which suffered from the recent severe floods. <box>11 651 153 675</box>
advertiser-name: W. H. Paget. <box>730 344 806 358</box>
section-heading: NEW SOUTH WALES. <box>29 912 135 923</box>
section-heading: HOME AND FOREIGN. <box>26 558 138 569</box>
section-heading: CORRESPONDENCE. <box>11 207 153 222</box>
article-paragraph: ON Account Catholic Bazaar, SATURDAY, 14th April, 3 to 4 o'clock, and following SATURDAY, at same time, a large variety of useful GOODS; also one TRICYCLE. Absolutely without reserve. ALFRED HARRISON, Auctioneer. <box>570 679 696 733</box>
article-paragraph: KEATING'S COUGH LOZENGES cure Coughs, Asthma, Bronchitis. Medical testimony states that no other medicine is so effectual in the cure of these dangerous maladies. One lozenge alone gives ease. Sold in tins 1s 1½d and 2s 9d each. <box>299 1090 424 1145</box>
section-heading: ODDFELLOWS' HALL. <box>442 1213 552 1224</box>
article-paragraph: ST. PETERSBURG, April 7. The Russian Government, it is understood, are willing to undertake not to coerce in the settlement of Bulgarian affairs, but, on the other hand, to consent that the Powers shall shortly make a new and moderate settlement of the present dispute, and will consult with the Porte on the subject. The Government will agree to leave the people of Bulgaria free to elect any Prince to the Throne who is not a Catholic, and are willing to treat with any party direct or through the Porte. <box>299 73 424 180</box>
section-heading: 1000 BALES CORNSACKS. <box>722 739 815 767</box>
section-heading: D. THOMAS. <box>998 574 1083 589</box>
section-heading: SIR GEORGE GREY'S PROPOSED VISIT TO ENGLAND. <box>444 218 550 249</box>
advertisement-box <box>706 50 831 130</box>
